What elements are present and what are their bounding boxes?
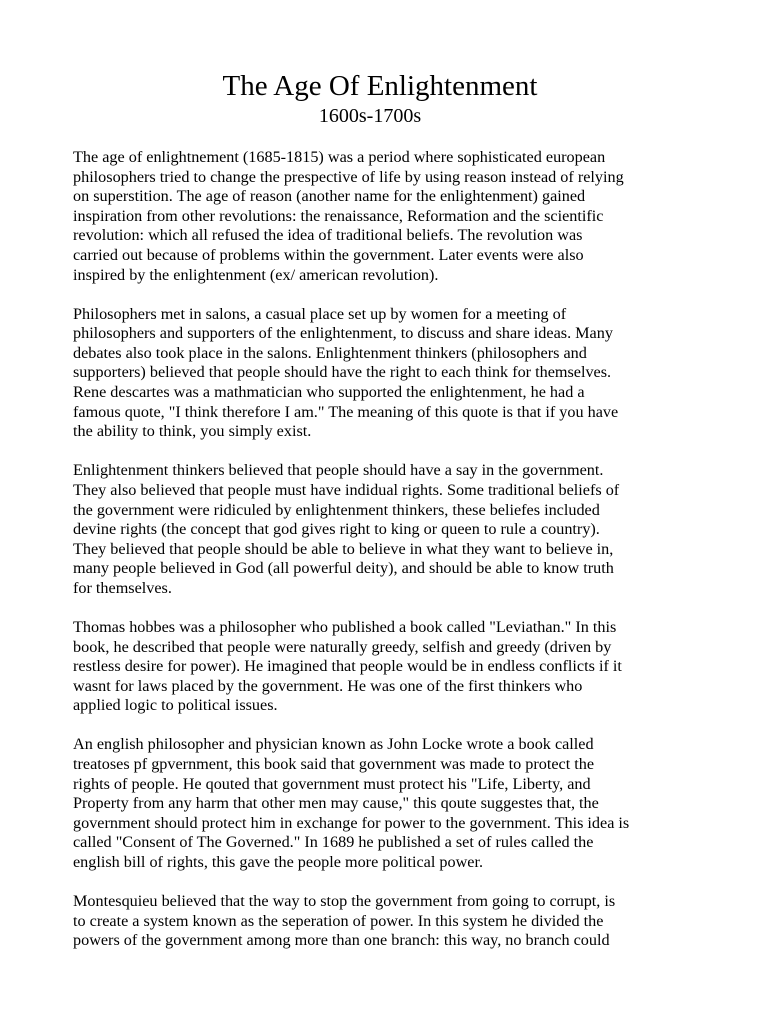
paragraph-intro: The age of enlightnement (1685-1815) was a period where sophisticated european philosophers tried to change the prespective of life by using reason instead of relying on superstition. The age of reason (another name for the enlightenment) gained inspiration from other revolutions: the renaissance, Reformation and the scientific revolution: which all refused the idea of traditional beliefs. The revolution was carried out because of problems within the government. Later events were also inspired by the enlightenment (ex/ american revolution). <box>73 148 624 284</box>
paragraph-montesquieu: Montesquieu believed that the way to stop the government from going to corrupt, is to create a system known as the seperation of power. In this system he divided the powers of the government among more than one branch: this way, no branch could <box>73 892 616 950</box>
paragraph-locke: An english philosopher and physician known as John Locke wrote a book called treatoses pf gpvernment, this book said that government was made to protect the rights of people. He qouted that government must protect his "Life, Liberty, and Property from any harm that other men may cause," this qoute suggestes that, the government should protect him in exchange for power to the government. This idea is called "Consent of The Governed." In 1689 he published a set of rules called the english bill of rights, this gave the people more political power. <box>73 735 630 871</box>
paragraph-rights: Enlightenment thinkers believed that people should have a say in the government. They also believed that people must have indidual rights. Some traditional beliefs of the government were ridiculed by enlightenment thinkers, these beliefes included devine rights (the concept that god gives right to king or queen to rule a country). They believed that people should be able to believe in what they want to believe in, many people believed in God (all powerful deity), and should be able to know truth for themselves. <box>73 461 620 597</box>
paragraph-salons: Philosophers met in salons, a casual place set up by women for a meeting of philosophers and supporters of the enlightenment, to discuss and share ideas. Many debates also took place in the salons. Enlightenment thinkers (philosophers and supporters) believed that people should have the right to each think for themselves. Rene descartes was a mathmatician who supported the enlightenment, he had a famous quote, "I think therefore I am." The meaning of this quote is that if you have the ability to think, you simply exist. <box>73 304 619 441</box>
document-body <box>73 148 697 970</box>
page-subtitle: 1600s-1700s <box>318 105 422 127</box>
paragraph-hobbes: Thomas hobbes was a philosopher who published a book called "Leviathan." In this book, he described that people were naturally greedy, selfish and greedy (driven by restless desire for power). He imagined that people would be in endless conflicts if it wasnt for laws placed by the government. He was one of the first thinkers who applied logic to political issues. <box>73 617 622 715</box>
page-title: The Age Of Enlightenment <box>222 70 538 102</box>
